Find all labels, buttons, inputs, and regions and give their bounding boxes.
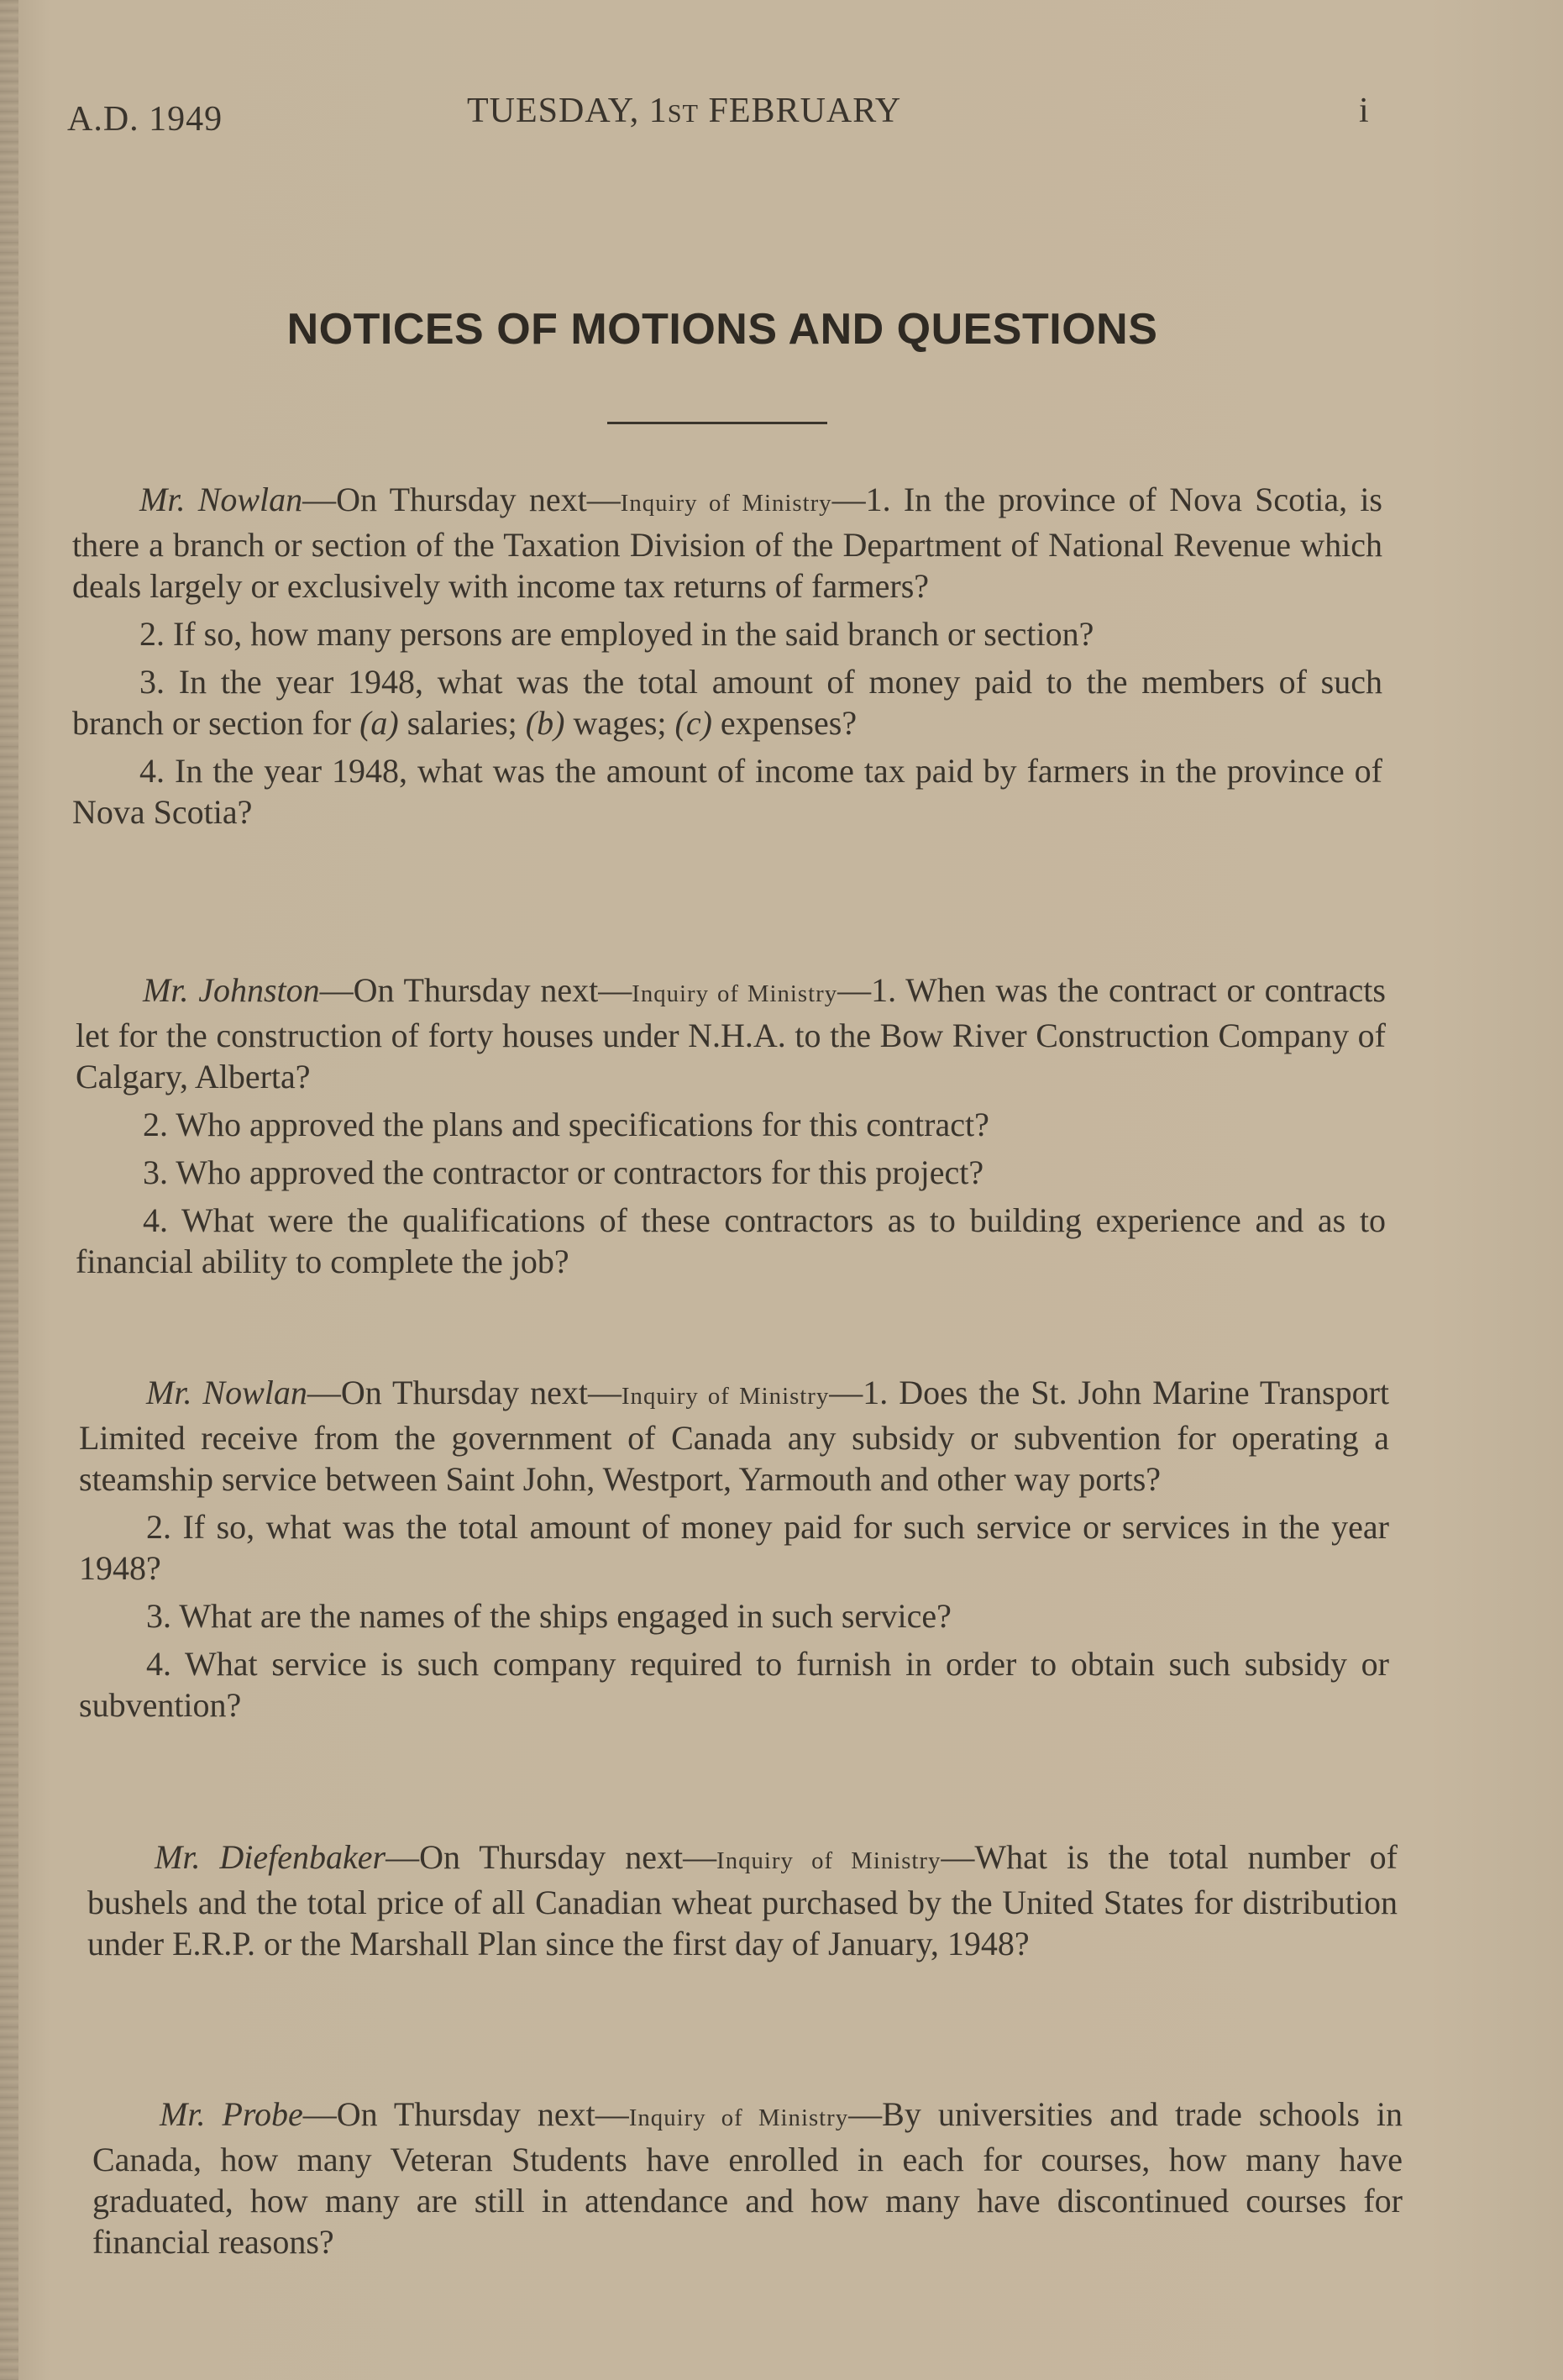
page-binding-edge [0,0,18,2380]
notice-item: 3. What are the names of the ships engaged in such service? [146,1597,952,1635]
running-head [67,91,1377,141]
notice-item: 2. Who approved the plans and specifications for this contract? [143,1106,989,1143]
notice-item: 2. If so, what was the total amount of money paid for such service or services in the year 1948? [79,1508,1389,1587]
notice-diefenbaker-wheat [87,1836,1398,1971]
notice-item: 3. In the year 1948, what was the total amount of money paid to the members of such branch or section for (a) salaries; (b) wages; (c) expenses? [72,663,1382,742]
notice-nowlan-taxation [72,479,1382,839]
notice-lead-paragraph: Mr. Diefenbaker—On Thursday next—Inquiry of Ministry—What is the total number of bushels and the total price of all Canadian wheat purchased by the United States for distribution under E.R.P. or the Marshall Plan since the first day of January, 1948? [87,1838,1398,1962]
title-rule [607,422,827,424]
notice-item: 2. If so, how many persons are employed in the said branch or section? [139,615,1094,653]
notice-item: 4. In the year 1948, what was the amount of income tax paid by farmers in the province of Nova Scotia? [72,752,1382,831]
page-number: i [1359,92,1370,130]
header-year: A.D. 1949 [67,100,223,139]
notice-item: 4. What service is such company required to furnish in order to obtain such subsidy or subvention? [79,1645,1389,1724]
header-date: TUESDAY, 1ST FEBRUARY [467,92,902,130]
notice-lead-paragraph: Mr. Johnston—On Thursday next—Inquiry of Ministry—1. When was the contract or contracts let for the construction of forty houses under N.H.A. to the Bow River Construction Company of Calgary, Alberta? [76,971,1386,1095]
notice-item: 4. What were the qualifications of these contractors as to building experience and as to financial ability to complete the job? [76,1201,1386,1280]
notice-item: 3. Who approved the contractor or contractors for this project? [143,1153,984,1191]
notice-lead-paragraph: Mr. Nowlan—On Thursday next—Inquiry of Ministry—1. In the province of Nova Scotia, is there a branch or section of the Taxation Division of the Department of National Revenue which deals largely or exclusively with income tax returns of farmers? [72,481,1382,605]
notice-johnston-housing [76,969,1386,1289]
notice-lead-paragraph: Mr. Probe—On Thursday next—Inquiry of Ministry—By universities and trade schools in Canada, how many Veteran Students have enrolled in each for courses, how many have graduated, how many are still in attendance and how many have discontinued courses for financial reasons? [92,2095,1403,2261]
notice-probe-veterans [92,2094,1403,2269]
notice-nowlan-steamship [79,1372,1389,1732]
notice-lead-paragraph: Mr. Nowlan—On Thursday next—Inquiry of Ministry—1. Does the St. John Marine Transport Limited receive from the government of Canada any subsidy or subvention for operating a steamship service between Saint John, Westport, Yarmouth and other way ports? [79,1374,1389,1498]
page-title: NOTICES OF MOTIONS AND QUESTIONS [286,305,1158,354]
